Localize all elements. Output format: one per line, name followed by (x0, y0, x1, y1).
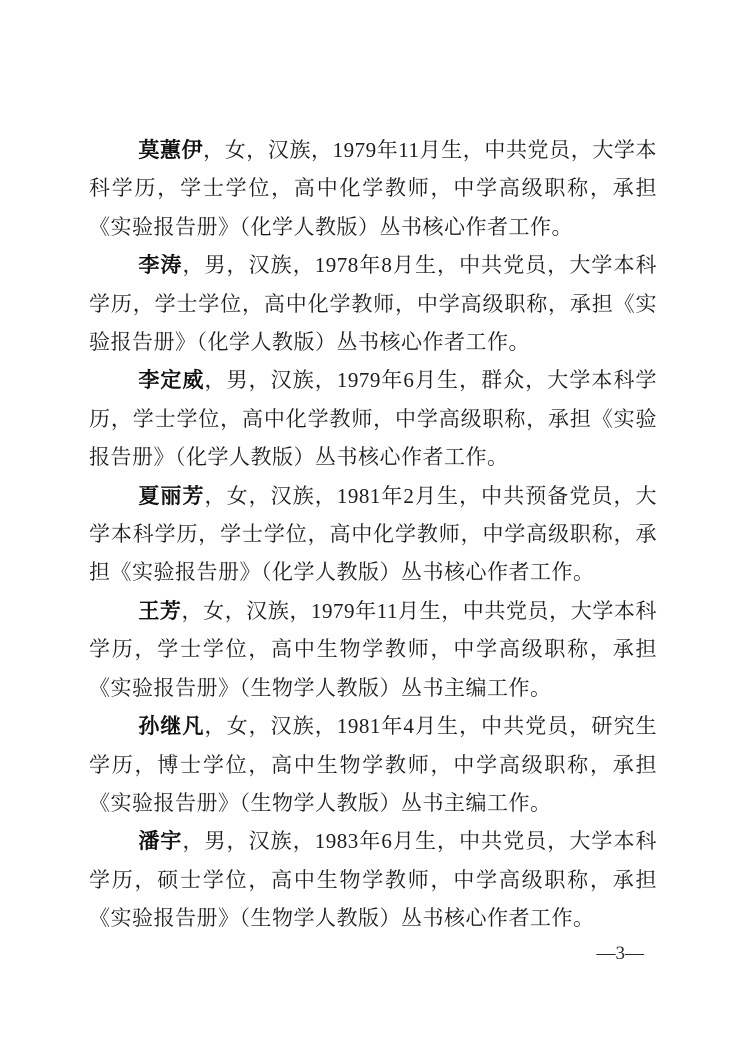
document-body (89, 131, 657, 938)
person-name: 李涛 (138, 253, 183, 278)
bio-paragraph (89, 822, 657, 937)
page-number: —3— (596, 943, 644, 964)
bio-paragraph (89, 131, 657, 246)
bio-paragraph (89, 361, 657, 476)
person-name: 李定威 (138, 368, 205, 393)
bio-paragraph (89, 707, 657, 822)
person-name: 孙继凡 (138, 714, 205, 739)
person-name: 王芳 (138, 598, 182, 623)
person-name: 夏丽芳 (138, 483, 205, 508)
bio-text: ，女，汉族，1979年11月生，中共党员，大学本科学历，学士学位，高中化学教师，中学高级职称，承担《实验报告册》（化学人教版）丛书核心作者工作。 (89, 138, 657, 239)
bio-paragraph (89, 246, 657, 361)
bio-text: ，男，汉族，1979年6月生，群众，大学本科学历，学士学位，高中化学教师，中学高级职称，承担《实验报告册》（化学人教版）丛书核心作者工作。 (89, 368, 658, 470)
bio-text: ，女，汉族，1981年2月生，中共预备党员，大学本科学历，学士学位，高中化学教师，中学高级职称，承担《实验报告册》（化学人教版）丛书核心作者工作。 (89, 483, 658, 585)
bio-text: ，男，汉族，1983年6月生，中共党员，大学本科学历，硕士学位，高中生物学教师，中学高级职称，承担《实验报告册》（生物学人教版）丛书核心作者工作。 (89, 829, 658, 931)
person-name: 潘宇 (138, 829, 183, 854)
bio-paragraph (89, 477, 657, 592)
bio-text: ，女，汉族，1979年11月生，中共党员，大学本科学历，学士学位，高中生物学教师，中学高级职称，承担《实验报告册》（生物学人教版）丛书主编工作。 (89, 598, 657, 700)
bio-text: ，男，汉族，1978年8月生，中共党员，大学本科学历，学士学位，高中化学教师，中学高级职称，承担《实验报告册》（化学人教版）丛书核心作者工作。 (89, 253, 658, 355)
bio-paragraph (89, 592, 657, 707)
person-name: 莫蕙伊 (138, 138, 204, 162)
bio-text: ，女，汉族，1981年4月生，中共党员，研究生学历，博士学位，高中生物学教师，中学高级职称，承担《实验报告册》（生物学人教版）丛书主编工作。 (89, 714, 658, 815)
